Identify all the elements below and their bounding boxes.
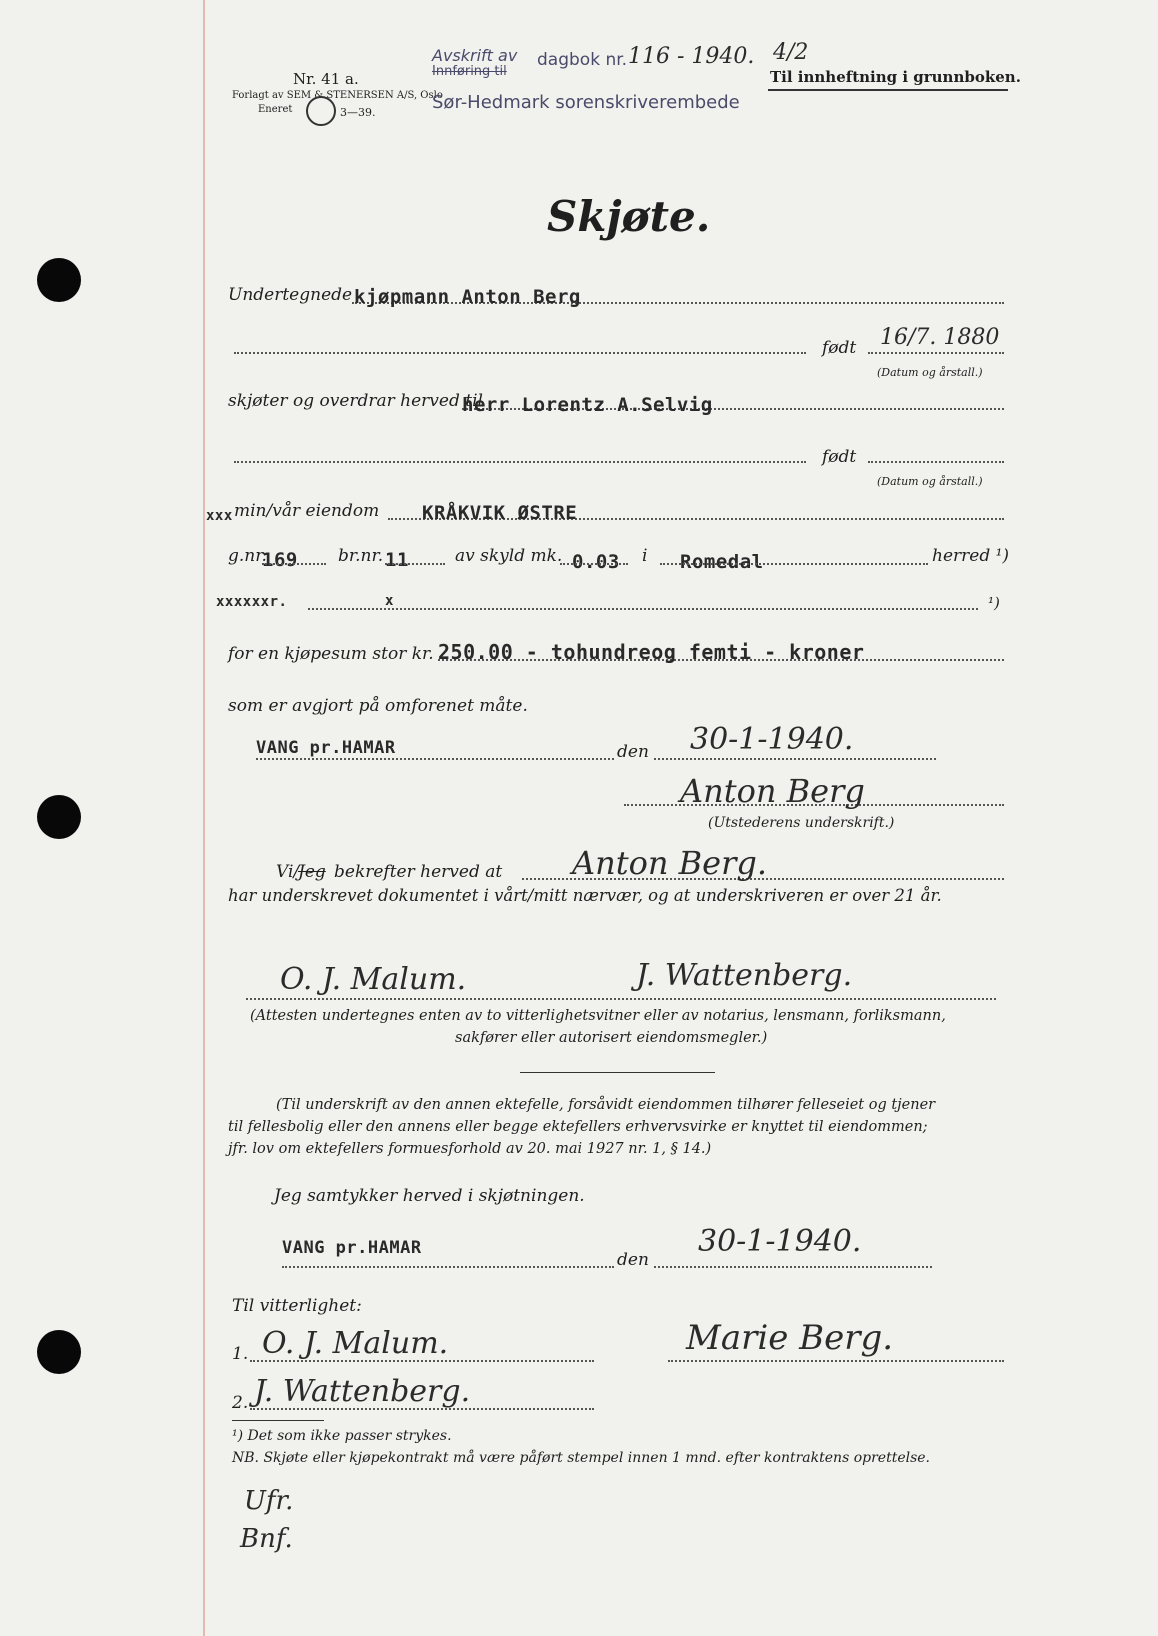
grunnbok-note: Til innheftning i grunnboken. <box>770 68 1021 86</box>
struck-label: xxxxxxr. <box>216 594 288 610</box>
dotted-line <box>234 352 806 354</box>
bottom-handwriting-2: Bnf. <box>240 1524 293 1554</box>
seller-birthdate: 16/7. 1880 <box>880 325 1000 350</box>
document-title: Skjøte. <box>547 192 711 241</box>
dotted-line <box>308 608 978 610</box>
dotted-line <box>868 461 1004 463</box>
skyld-value: 0.03 <box>572 551 620 573</box>
bottom-handwriting-1: Ufr. <box>244 1486 294 1516</box>
brnr-value: 11 <box>385 549 409 571</box>
kjopesum-label: for en kjøpesum stor kr. <box>228 644 434 664</box>
dotted-line <box>262 563 326 565</box>
spouse-para-2: til fellesbolig eller den annens eller begge ektefellers erhvervsvirke er knyttet til eiendommen; <box>228 1119 928 1135</box>
dotted-line <box>246 998 996 1000</box>
herred-label: herred ¹) <box>932 546 1010 566</box>
publisher: Forlagt av SEM & STENERSEN A/S, Oslo <box>232 90 443 101</box>
footnote-1: ¹) Det som ikke passer strykes. <box>232 1428 452 1444</box>
attest-line2: har underskrevet dokumentet i vårt/mitt nærvær, og at underskriveren er over 21 år. <box>228 886 942 905</box>
purchase-amount: 250.00 - tohundreog femti - kroner <box>438 640 865 664</box>
struck-value: x <box>385 593 394 609</box>
dotted-line <box>385 563 445 565</box>
punch-hole <box>37 1330 81 1374</box>
publisher-logo-icon <box>306 96 336 126</box>
spouse-witness1: O. J. Malum. <box>262 1326 449 1361</box>
attest-note-1: (Attesten undertegnes enten av to vitterlighetsvitner eller av notarius, lensmann, forliksmann, <box>250 1008 946 1024</box>
office-stamp: Sør-Hedmark sorenskriverembede <box>432 92 740 113</box>
datum-note: (Datum og årstall.) <box>877 475 983 488</box>
eiendom-prefix: xxx <box>206 508 233 524</box>
date-code: 3—39. <box>340 106 376 119</box>
stamp-struck: Innføring til <box>432 64 507 79</box>
dotted-line <box>654 1266 932 1268</box>
brnr-label: br.nr. <box>338 546 384 566</box>
attest-text: bekrefter herved at <box>334 862 503 882</box>
gnr-value: 169 <box>262 549 298 571</box>
datum-note: (Datum og årstall.) <box>877 366 983 379</box>
spouse-witness2: J. Wattenberg. <box>254 1374 471 1409</box>
stamp-avskrift: Avskrift av <box>432 46 518 65</box>
header-rule <box>768 89 1008 91</box>
punch-hole <box>37 258 81 302</box>
spouse-place: VANG pr.HAMAR <box>282 1238 422 1258</box>
consent-text: Jeg samtykker herved i skjøtningen. <box>274 1186 585 1206</box>
footnote-2: NB. Skjøte eller kjøpekontrakt må være påført stempel innen 1 mnd. efter kontraktens oprettelse. <box>232 1450 931 1466</box>
spouse-para-1: (Til underskrift av den annen ektefelle, forsåvidt eiendommen tilhører felleseiet og tjener <box>276 1097 936 1113</box>
skjoter-label: skjøter og overdrar herved til <box>228 391 483 411</box>
eiendom-label: min/vår eiendom <box>234 501 380 521</box>
witness-num-1: 1. <box>232 1344 249 1364</box>
attest-name: Anton Berg. <box>572 844 768 882</box>
spouse-den-label: den <box>617 1250 649 1270</box>
dagbok-date: 4/2 <box>773 40 809 65</box>
vitterlighet-label: Til vitterlighet: <box>232 1296 362 1316</box>
buyer-name: herr Lorentz A.Selvig <box>462 394 713 416</box>
fodt2-label: født <box>822 447 857 467</box>
gnr-label: g.nr. <box>228 546 267 566</box>
stamp-dagbok: dagbok nr. <box>537 50 628 70</box>
dotted-line <box>654 758 936 760</box>
attest-note-2: sakfører eller autorisert eiendomsmegler.) <box>455 1030 768 1046</box>
footnote-rule <box>232 1420 324 1421</box>
undertegnede-label: Undertegnede <box>228 285 353 305</box>
spouse-para-3: jfr. lov om ektefellers formuesforhold av 20. mai 1927 nr. 1, § 14.) <box>228 1141 712 1157</box>
dotted-line <box>868 352 1004 354</box>
signature-caption: (Utstederens underskrift.) <box>708 815 895 831</box>
dotted-line <box>256 758 614 760</box>
punch-hole <box>37 795 81 839</box>
avgjort-text: som er avgjort på omforenet måte. <box>228 696 528 716</box>
spouse-signature: Marie Berg. <box>686 1318 894 1358</box>
witness-num-2: 2. <box>232 1393 249 1413</box>
attest-witness1: O. J. Malum. <box>280 962 467 997</box>
dotted-line <box>660 563 928 565</box>
exclusive-rights: Eneret <box>258 104 293 115</box>
margin-rule <box>203 0 205 1636</box>
den-label: den <box>617 742 649 762</box>
attest-witness2: J. Wattenberg. <box>636 958 853 993</box>
attest-prefix: Vi/ <box>276 862 300 882</box>
dotted-line <box>234 461 806 463</box>
property-name: KRÅKVIK ØSTRE <box>422 502 578 524</box>
fodt-label: født <box>822 338 857 358</box>
i-label: i <box>642 546 648 566</box>
attest-struck: Jeg <box>298 862 326 882</box>
signing-date: 30-1-1940. <box>690 722 854 757</box>
spouse-date: 30-1-1940. <box>698 1224 862 1259</box>
dotted-line <box>282 1266 614 1268</box>
form-number: Nr. 41 a. <box>293 70 359 88</box>
footnote-mark: ¹) <box>988 594 1000 612</box>
seller-name: kjøpmann Anton Berg <box>354 286 581 308</box>
herred-value: Romedal <box>680 551 764 573</box>
seller-signature: Anton Berg <box>680 772 865 810</box>
dotted-line <box>668 1360 1004 1362</box>
divider <box>520 1072 715 1073</box>
dotted-line <box>560 563 628 565</box>
skyld-label: av skyld mk. <box>455 546 563 566</box>
signing-place: VANG pr.HAMAR <box>256 738 396 758</box>
dagbok-number: 116 - 1940. <box>628 44 755 69</box>
